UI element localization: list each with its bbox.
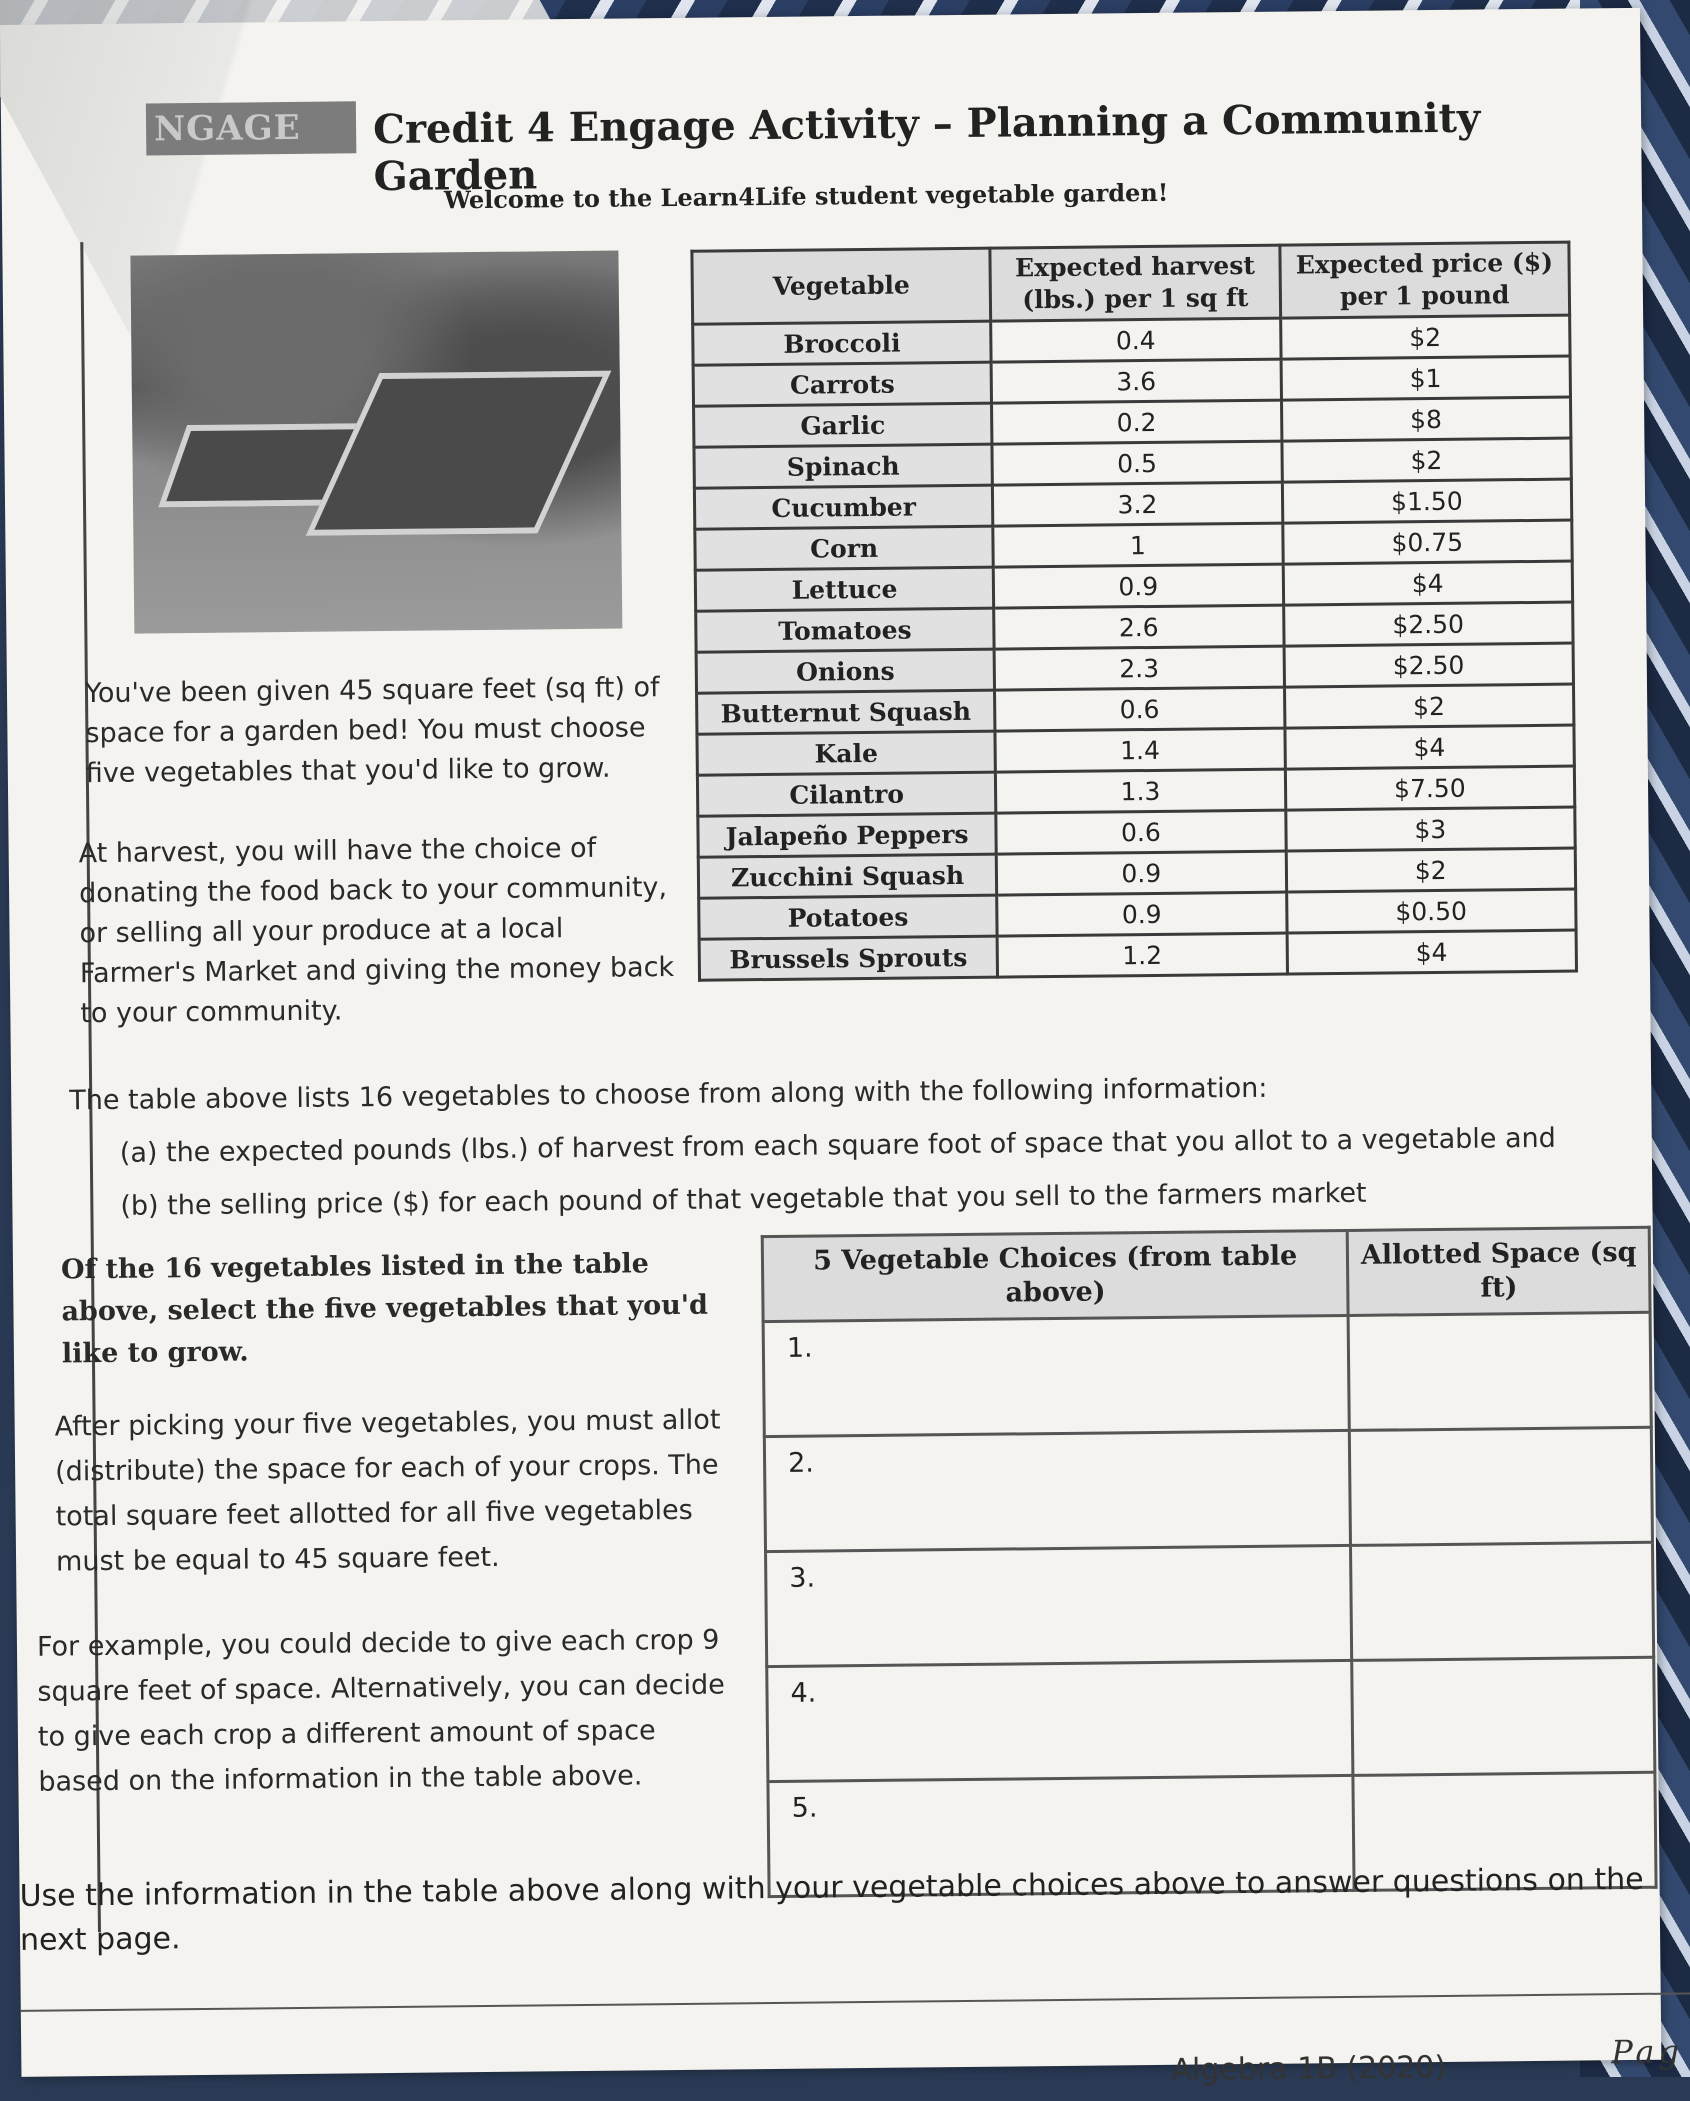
vegetable-name-cell: Garlic <box>694 403 993 447</box>
price-cell: $2 <box>1284 684 1574 728</box>
table-row <box>699 930 1576 980</box>
price-cell: $2 <box>1286 848 1576 892</box>
choice-number-cell[interactable]: 3. <box>766 1545 1353 1666</box>
harvest-cell: 3.2 <box>993 482 1283 526</box>
vegetable-table <box>690 241 1578 982</box>
harvest-cell: 0.6 <box>996 810 1286 854</box>
footer-course: Algebra 1B (2020) <box>1171 2049 1447 2088</box>
harvest-cell: 1.2 <box>997 933 1287 977</box>
allot-instruction: After picking your five vegetables, you must allot (distribute) the space for each of your crops. The total square feet allotted for all five vegetables must be equal to 45 square feet. <box>54 1404 721 1578</box>
choice-row <box>763 1312 1651 1436</box>
choice-number-cell[interactable]: 1. <box>763 1315 1350 1436</box>
vegetable-name-cell: Lettuce <box>695 567 994 611</box>
price-cell: $8 <box>1281 397 1571 441</box>
vegetable-name-cell: Tomatoes <box>696 608 995 652</box>
price-cell: $4 <box>1283 561 1573 605</box>
harvest-cell: 0.9 <box>993 564 1283 608</box>
vegetable-name-cell: Kale <box>697 731 996 775</box>
page-title: Credit 4 Engage Activity – Planning a Community Garden <box>372 94 1481 201</box>
price-cell: $2.50 <box>1283 602 1573 646</box>
raised-bed-shape <box>306 371 612 536</box>
footer-page-label: Pag <box>1611 2032 1684 2072</box>
choice-row <box>764 1427 1652 1551</box>
harvest-cell: 1.4 <box>995 728 1285 772</box>
choice-row <box>766 1542 1654 1666</box>
vegetable-name-cell: Onions <box>696 649 995 693</box>
column-header: Expected harvest (lbs.) per 1 sq ft <box>990 245 1280 321</box>
vegetable-choice-table <box>761 1226 1658 1898</box>
vegetable-name-cell: Zucchini Squash <box>698 854 997 898</box>
price-cell: $1.50 <box>1282 479 1572 523</box>
price-cell: $0.50 <box>1286 889 1576 933</box>
harvest-cell: 1.3 <box>996 769 1286 813</box>
allotted-space-cell[interactable] <box>1348 1312 1651 1430</box>
price-cell: $3 <box>1285 807 1575 851</box>
vegetable-name-cell: Spinach <box>694 444 993 488</box>
harvest-cell: 2.6 <box>994 605 1284 649</box>
column-header: Allotted Space (sq ft) <box>1348 1227 1650 1315</box>
vegetable-name-cell: Cucumber <box>694 485 993 529</box>
choice-number-cell[interactable]: 5. <box>768 1775 1355 1896</box>
table-note <box>69 1059 1557 1234</box>
price-cell: $4 <box>1287 930 1577 974</box>
allotted-space-cell[interactable] <box>1350 1427 1653 1545</box>
table-note-item-b: (b) the selling price ($) for each pound of that vegetable that you sell to the farmers market <box>120 1177 1367 1222</box>
allotted-space-cell[interactable] <box>1351 1542 1654 1660</box>
choice-number-cell[interactable]: 2. <box>764 1430 1351 1551</box>
vegetable-name-cell: Jalapeño Peppers <box>698 813 997 857</box>
harvest-cell: 2.3 <box>994 646 1284 690</box>
harvest-cell: 1 <box>993 523 1283 567</box>
harvest-cell: 0.2 <box>992 400 1282 444</box>
garden-bed-photo <box>130 251 622 634</box>
bottom-rule <box>21 1992 1690 2012</box>
table-note-item-a: (a) the expected pounds (lbs.) of harvest from each square foot of space that you allot to a vegetable and <box>119 1122 1556 1169</box>
worksheet-page <box>0 8 1684 2088</box>
price-cell: $1 <box>1281 356 1571 400</box>
price-cell: $2 <box>1280 315 1570 359</box>
price-cell: $7.50 <box>1285 766 1575 810</box>
choice-number-cell[interactable]: 4. <box>767 1660 1354 1781</box>
column-header: Vegetable <box>692 248 991 324</box>
closing-instruction: Use the information in the table above along with your vegetable choices above to answer questions on the next page. <box>19 1861 1644 1958</box>
harvest-cell: 3.6 <box>991 359 1281 403</box>
column-header: Expected price ($) per 1 pound <box>1279 242 1569 318</box>
vegetable-name-cell: Brussels Sprouts <box>699 936 998 980</box>
harvest-paragraph: At harvest, you will have the choice of donating the food back to your community, or selling all your produce at a local Farmer's Market and giving the money back to your community. <box>78 832 675 1030</box>
vegetable-name-cell: Butternut Squash <box>697 690 996 734</box>
vegetable-name-cell: Corn <box>695 526 994 570</box>
harvest-cell: 0.5 <box>992 441 1282 485</box>
welcome-subtitle: Welcome to the Learn4Life student vegetable garden! <box>443 177 1169 215</box>
table-note-lead: The table above lists 16 vegetables to choose from along with the following information: <box>69 1072 1268 1117</box>
harvest-cell: 0.9 <box>996 851 1286 895</box>
table-header-row <box>762 1227 1650 1321</box>
example-instruction: For example, you could decide to give each crop 9 square feet of space. Alternatively, you can decide to give each crop a different amount of space based on the information in the table above. <box>36 1624 725 1798</box>
price-cell: $0.75 <box>1282 520 1572 564</box>
vegetable-name-cell: Cilantro <box>697 772 996 816</box>
harvest-cell: 0.9 <box>997 892 1287 936</box>
select-instruction: Of the 16 vegetables listed in the table above, select the five vegetables that you'd like to grow. <box>60 1248 709 1370</box>
harvest-cell: 0.4 <box>991 318 1281 362</box>
intro-paragraph: You've been given 45 square feet (sq ft) of space for a garden bed! You must choose five vegetables that you'd like to grow. <box>84 672 660 790</box>
vegetable-name-cell: Carrots <box>693 362 992 406</box>
column-header: 5 Vegetable Choices (from table above) <box>762 1230 1348 1321</box>
price-cell: $2 <box>1282 438 1572 482</box>
vegetable-name-cell: Broccoli <box>693 321 992 365</box>
allotted-space-cell[interactable] <box>1352 1657 1655 1775</box>
vegetable-name-cell: Potatoes <box>699 895 998 939</box>
choice-row <box>767 1657 1655 1781</box>
price-cell: $2.50 <box>1284 643 1574 687</box>
harvest-cell: 0.6 <box>995 687 1285 731</box>
price-cell: $4 <box>1285 725 1575 769</box>
table-header-row <box>692 242 1570 324</box>
section-tag: NGAGE <box>146 101 357 155</box>
